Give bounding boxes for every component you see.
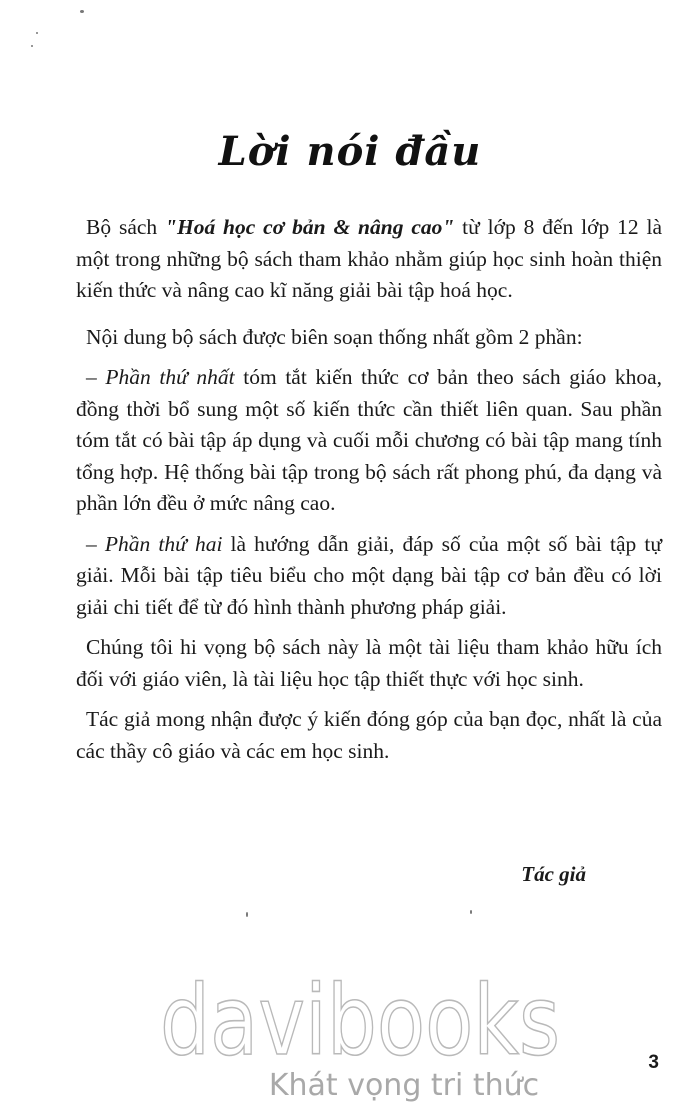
paragraph-text: từ lớp 8 đến lớp 12 là một trong những bộ sách tham khảo nhằm giúp học sinh hoàn thiện kiến thức và nâng cao kĩ năng giải bài tập hoá học. xyxy=(76,215,662,302)
paragraph-part-two xyxy=(76,529,662,624)
paragraph-hope: Chúng tôi hi vọng bộ sách này là một tài liệu tham khảo hữu ích đối với giáo viên, là tài liệu học tập thiết thực với học sinh. xyxy=(76,635,662,691)
paragraph-text: tóm tắt kiến thức cơ bản theo sách giáo khoa, đồng thời bổ sung một số kiến thức cần thiết liên quan. Sau phần tóm tắt có bài tập áp dụng và cuối mỗi chương có bài tập mang tính tổng hợp. Hệ thống bài tập trong bộ sách rất phong phú, đa dạng và phần lớn đều ở mức nâng cao. xyxy=(76,365,663,515)
author-signature: Tác giả xyxy=(521,862,586,886)
watermark-graphic xyxy=(150,965,570,1103)
watermark-tagline: Khát vọng tri thức xyxy=(268,1068,540,1103)
book-series-title: "Hoá học cơ bản & nâng cao" xyxy=(165,215,455,239)
scan-speck xyxy=(31,45,33,47)
part-one-label: Phần thứ nhất xyxy=(105,365,235,389)
paragraph-part-one xyxy=(76,362,662,520)
paragraph-text: là hướng dẫn giải, đáp số của một số bài tập tự giải. Mỗi bài tập tiêu biểu cho một dạng bài tập cơ bản đều có lời giải chi tiết để từ đó hình thành phương pháp giải. xyxy=(76,531,662,619)
page-title: Lời nói đầu xyxy=(218,128,482,175)
page-number: 3 xyxy=(648,1052,659,1073)
paragraph-text: Bộ sách xyxy=(86,215,166,239)
watermark-brand: davibooks xyxy=(160,965,560,1077)
paragraph-intro xyxy=(76,212,662,307)
list-dash: – xyxy=(86,531,105,556)
scan-speck xyxy=(36,32,38,34)
list-dash: – xyxy=(86,365,106,389)
scan-speck xyxy=(80,10,84,13)
paragraph-feedback: Tác giả mong nhận được ý kiến đóng góp của bạn đọc, nhất là của các thầy cô giáo và các em học sinh. xyxy=(76,707,662,763)
scan-speck xyxy=(246,912,248,917)
paragraph-structure: Nội dung bộ sách được biên soạn thống nhất gồm 2 phần: xyxy=(86,324,583,349)
watermark-logo xyxy=(150,965,570,1103)
preface-body xyxy=(76,212,662,767)
part-two-label: Phần thứ hai xyxy=(104,531,223,556)
scan-speck xyxy=(470,910,472,914)
